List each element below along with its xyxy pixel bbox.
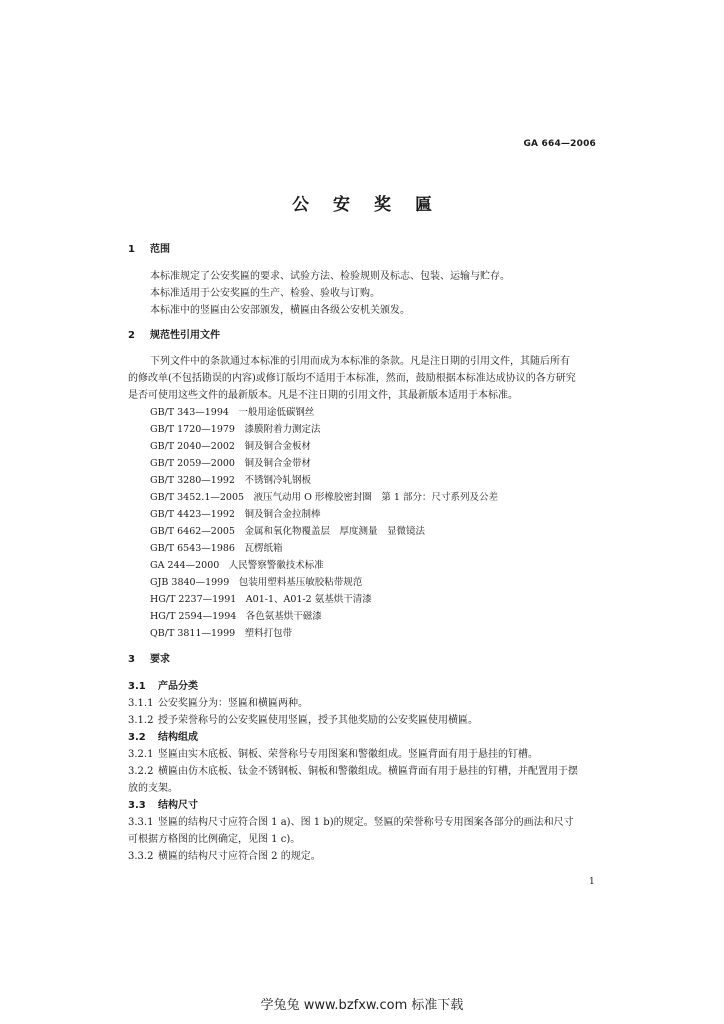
reference-item: GB/T 2040—2002 铜及铜合金板材 bbox=[150, 441, 311, 452]
paragraph: 是否可使用这些文件的最新版本。凡是不注日期的引用文件，其最新版本适用于本标准。 bbox=[128, 390, 518, 401]
subsection-heading bbox=[128, 681, 198, 693]
paragraph: 本标准适用于公安奖匾的生产、检验、验收与订购。 bbox=[150, 288, 380, 299]
footer-watermark: 学兔兔 www.bzfxw.com 标准下载 bbox=[260, 998, 464, 1013]
reference-item: GB/T 343—1994 一般用途低碳钢丝 bbox=[150, 407, 315, 418]
section-number: 2 bbox=[128, 330, 135, 341]
subsection-title: 结构尺寸 bbox=[158, 800, 198, 811]
clause-text: 竖匾由实木底板、铜板、荣誉称号专用图案和警徽组成。竖匾背面有用于悬挂的钉槽。 bbox=[158, 749, 538, 760]
reference-item: GB/T 6462—2005 金属和氧化物覆盖层 厚度测量 显微镜法 bbox=[150, 526, 425, 537]
section-3-heading bbox=[128, 654, 170, 666]
clause-text: 授予荣誉称号的公安奖匾使用竖匾，授予其他奖励的公安奖匾使用横匾。 bbox=[158, 715, 478, 726]
clause-number: 3.2.2 bbox=[128, 766, 154, 777]
subsection-heading bbox=[128, 732, 198, 744]
section-title: 范围 bbox=[150, 244, 170, 255]
clause bbox=[128, 766, 578, 778]
clause bbox=[128, 851, 321, 863]
reference-item: GB/T 4423—1992 铜及铜合金拉制棒 bbox=[150, 509, 321, 520]
section-title: 规范性引用文件 bbox=[150, 330, 220, 341]
subsection-title: 产品分类 bbox=[158, 681, 198, 692]
subsection-number: 3.3 bbox=[128, 800, 146, 811]
clause bbox=[128, 698, 308, 710]
section-2-heading bbox=[128, 330, 220, 342]
clause-number: 3.2.1 bbox=[128, 749, 154, 760]
paragraph: 本标准中的竖匾由公安部颁发，横匾由各级公安机关颁发。 bbox=[150, 305, 410, 316]
paragraph: 下列文件中的条款通过本标准的引用而成为本标准的条款。凡是注日期的引用文件，其随后所有 bbox=[150, 356, 570, 367]
clause-text: 横匾由仿木底板、钛金不锈钢板、铜板和警徽组成。横匾背面有用于悬挂的钉槽，并配置用于摆 bbox=[158, 766, 578, 777]
subsection-number: 3.2 bbox=[128, 732, 146, 743]
subsection-heading bbox=[128, 800, 198, 812]
reference-item: GB/T 3452.1—2005 液压气动用 O 形橡胶密封圈 第 1 部分：尺寸系列及公差 bbox=[150, 492, 498, 503]
section-title: 要求 bbox=[150, 654, 170, 665]
section-1-heading bbox=[128, 244, 170, 256]
clause-text: 公安奖匾分为：竖匾和横匾两种。 bbox=[158, 698, 308, 709]
reference-item: HG/T 2594—1994 各色氨基烘干磁漆 bbox=[150, 611, 322, 622]
section-number: 3 bbox=[128, 654, 135, 665]
reference-item: QB/T 3811—1999 塑料打包带 bbox=[150, 628, 293, 639]
clause-number: 3.3.1 bbox=[128, 817, 154, 828]
paragraph: 本标准规定了公安奖匾的要求、试验方法、检验规则及标志、包装、运输与贮存。 bbox=[150, 271, 510, 282]
clause-number: 3.1.2 bbox=[128, 715, 154, 726]
reference-item: GB/T 3280—1992 不锈钢冷轧钢板 bbox=[150, 475, 311, 486]
subsection-title: 结构组成 bbox=[158, 732, 198, 743]
page-title: 公安奖匾 bbox=[292, 195, 456, 215]
clause bbox=[128, 715, 478, 727]
reference-item: GB/T 2059—2000 铜及铜合金带材 bbox=[150, 458, 311, 469]
reference-item: HG/T 2237—1991 A01-1、A01-2 氨基烘干清漆 bbox=[150, 594, 372, 605]
reference-item: GB/T 6543—1986 瓦楞纸箱 bbox=[150, 543, 283, 554]
clause-number: 3.1.1 bbox=[128, 698, 154, 709]
clause bbox=[128, 817, 574, 829]
subsection-number: 3.1 bbox=[128, 681, 146, 692]
section-number: 1 bbox=[128, 244, 135, 255]
paragraph: 的修改单(不包括勘误的内容)或修订版均不适用于本标准，然而，鼓励根据本标准达成协议的各方研究 bbox=[128, 373, 576, 384]
page-number: 1 bbox=[589, 877, 595, 887]
reference-item: GA 244—2000 人民警察警徽技术标准 bbox=[150, 560, 324, 571]
clause-number: 3.3.2 bbox=[128, 851, 154, 862]
clause-continuation: 放的支架。 bbox=[128, 783, 178, 794]
reference-item: GB/T 1720—1979 漆膜附着力测定法 bbox=[150, 424, 321, 435]
clause-text: 竖匾的结构尺寸应符合图 1 a)、图 1 b)的规定。竖匾的荣誉称号专用图案各部分的画法和尺寸 bbox=[158, 817, 574, 828]
reference-item: GJB 3840—1999 包装用塑料基压敏胶粘带规范 bbox=[150, 577, 363, 588]
clause-continuation: 可根据方格图的比例确定，见图 1 c)。 bbox=[128, 834, 301, 845]
clause bbox=[128, 749, 538, 761]
standard-code: GA 664—2006 bbox=[523, 139, 596, 149]
clause-text: 横匾的结构尺寸应符合图 2 的规定。 bbox=[158, 851, 321, 862]
